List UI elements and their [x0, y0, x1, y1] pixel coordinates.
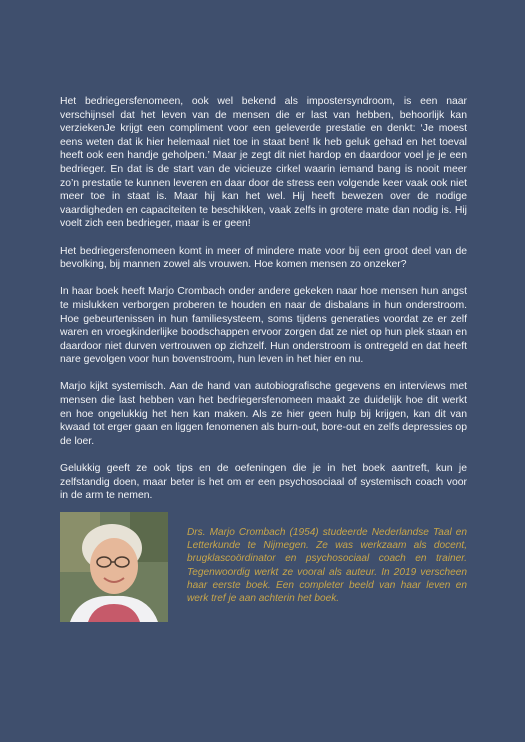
blurb-paragraph-2: Het bedriegersfenomeen komt in meer of mindere mate voor bij een groot deel van de bevolking, bij mannen zowel als vrouwen. Hoe komen mensen zo onzeker?	[60, 245, 467, 271]
author-portrait-image	[60, 512, 168, 622]
blurb-paragraph-1: Het bedriegersfenomeen, ook wel bekend als impostersyndroom, is een naar verschijnsel dat het leven van de mensen die er last van hebben, behoorlijk kan verziekenJe krijgt een compliment voor een geleverde prestatie en denkt: ‘Je moest eens weten dat ik hier helemaal niet toe in staat ben! Ik heb geluk gehad en het toeval heeft ook een handje geholpen.’ Maar je zegt dit niet hardop en daardoor voel je je een bedrieger. En dat is de start van de vicieuze cirkel waarin iemand bang is nooit meer zo’n prestatie te kunnen leveren en daar door de stress een volgende keer vaak ook niet meer toe in staat is. Maar hij kan het wel. Hij heeft bewezen over de nodige vaardigheden en capaciteiten te beschikken, vaak zelfs in grotere mate dan nodig is. Hij voelt zich een bedrieger, maar is er geen!	[60, 96, 467, 230]
author-section	[60, 512, 467, 624]
author-bio	[187, 526, 467, 605]
author-photo	[60, 512, 168, 622]
blurb-paragraph-3: In haar boek heeft Marjo Crombach onder andere gekeken naar hoe mensen hun angst te mislukken verborgen proberen te houden en naar de disbalans in hun onderstroom. Hoe gebeurtenissen in hun familiesysteem, soms tijdens generaties voordat ze er zelf waren en vroegkinderlijke boodschappen ervoor zorgen dat ze niet op hun plek staan en daardoor niet durven vertrouwen op zichzelf. Hun onderstroom is ontregeld en dat heeft nare gevolgen voor hun bovenstroom, hun leven in het hier en nu.	[60, 286, 467, 366]
author-bio-text: Drs. Marjo Crombach (1954) studeerde Nederlandse Taal en Letterkunde te Nijmegen. Ze was werkzaam als docent, brugklascoördinator en psychosociaal coach en trainer. Tegenwoordig werkt ze vooral als auteur. In 2019 verscheen haar eerste boek. Een completer beeld van haar leven en werk tref je aan achterin het boek.	[187, 527, 467, 605]
blurb	[60, 95, 467, 516]
blurb-paragraph-4: Marjo kijkt systemisch. Aan de hand van autobiografische gegevens en interviews met mensen die last hebben van het bedriegersfenomeen maakt ze duidelijk hoe dit werkt en hoe ongelukkig het hen kan maken. Als ze hier geen hulp bij krijgen, kan dit van kwaad tot erger gaan en liggen fenomenen als burn-out, bore-out en zelfs depressies op de loer.	[60, 381, 467, 447]
blurb-paragraph-5: Gelukkig geeft ze ook tips en de oefeningen die je in het boek aantreft, kun je zelfstandig doen, maar beter is het om er een psychosociaal of systemisch coach voor in de arm te nemen.	[60, 463, 467, 502]
